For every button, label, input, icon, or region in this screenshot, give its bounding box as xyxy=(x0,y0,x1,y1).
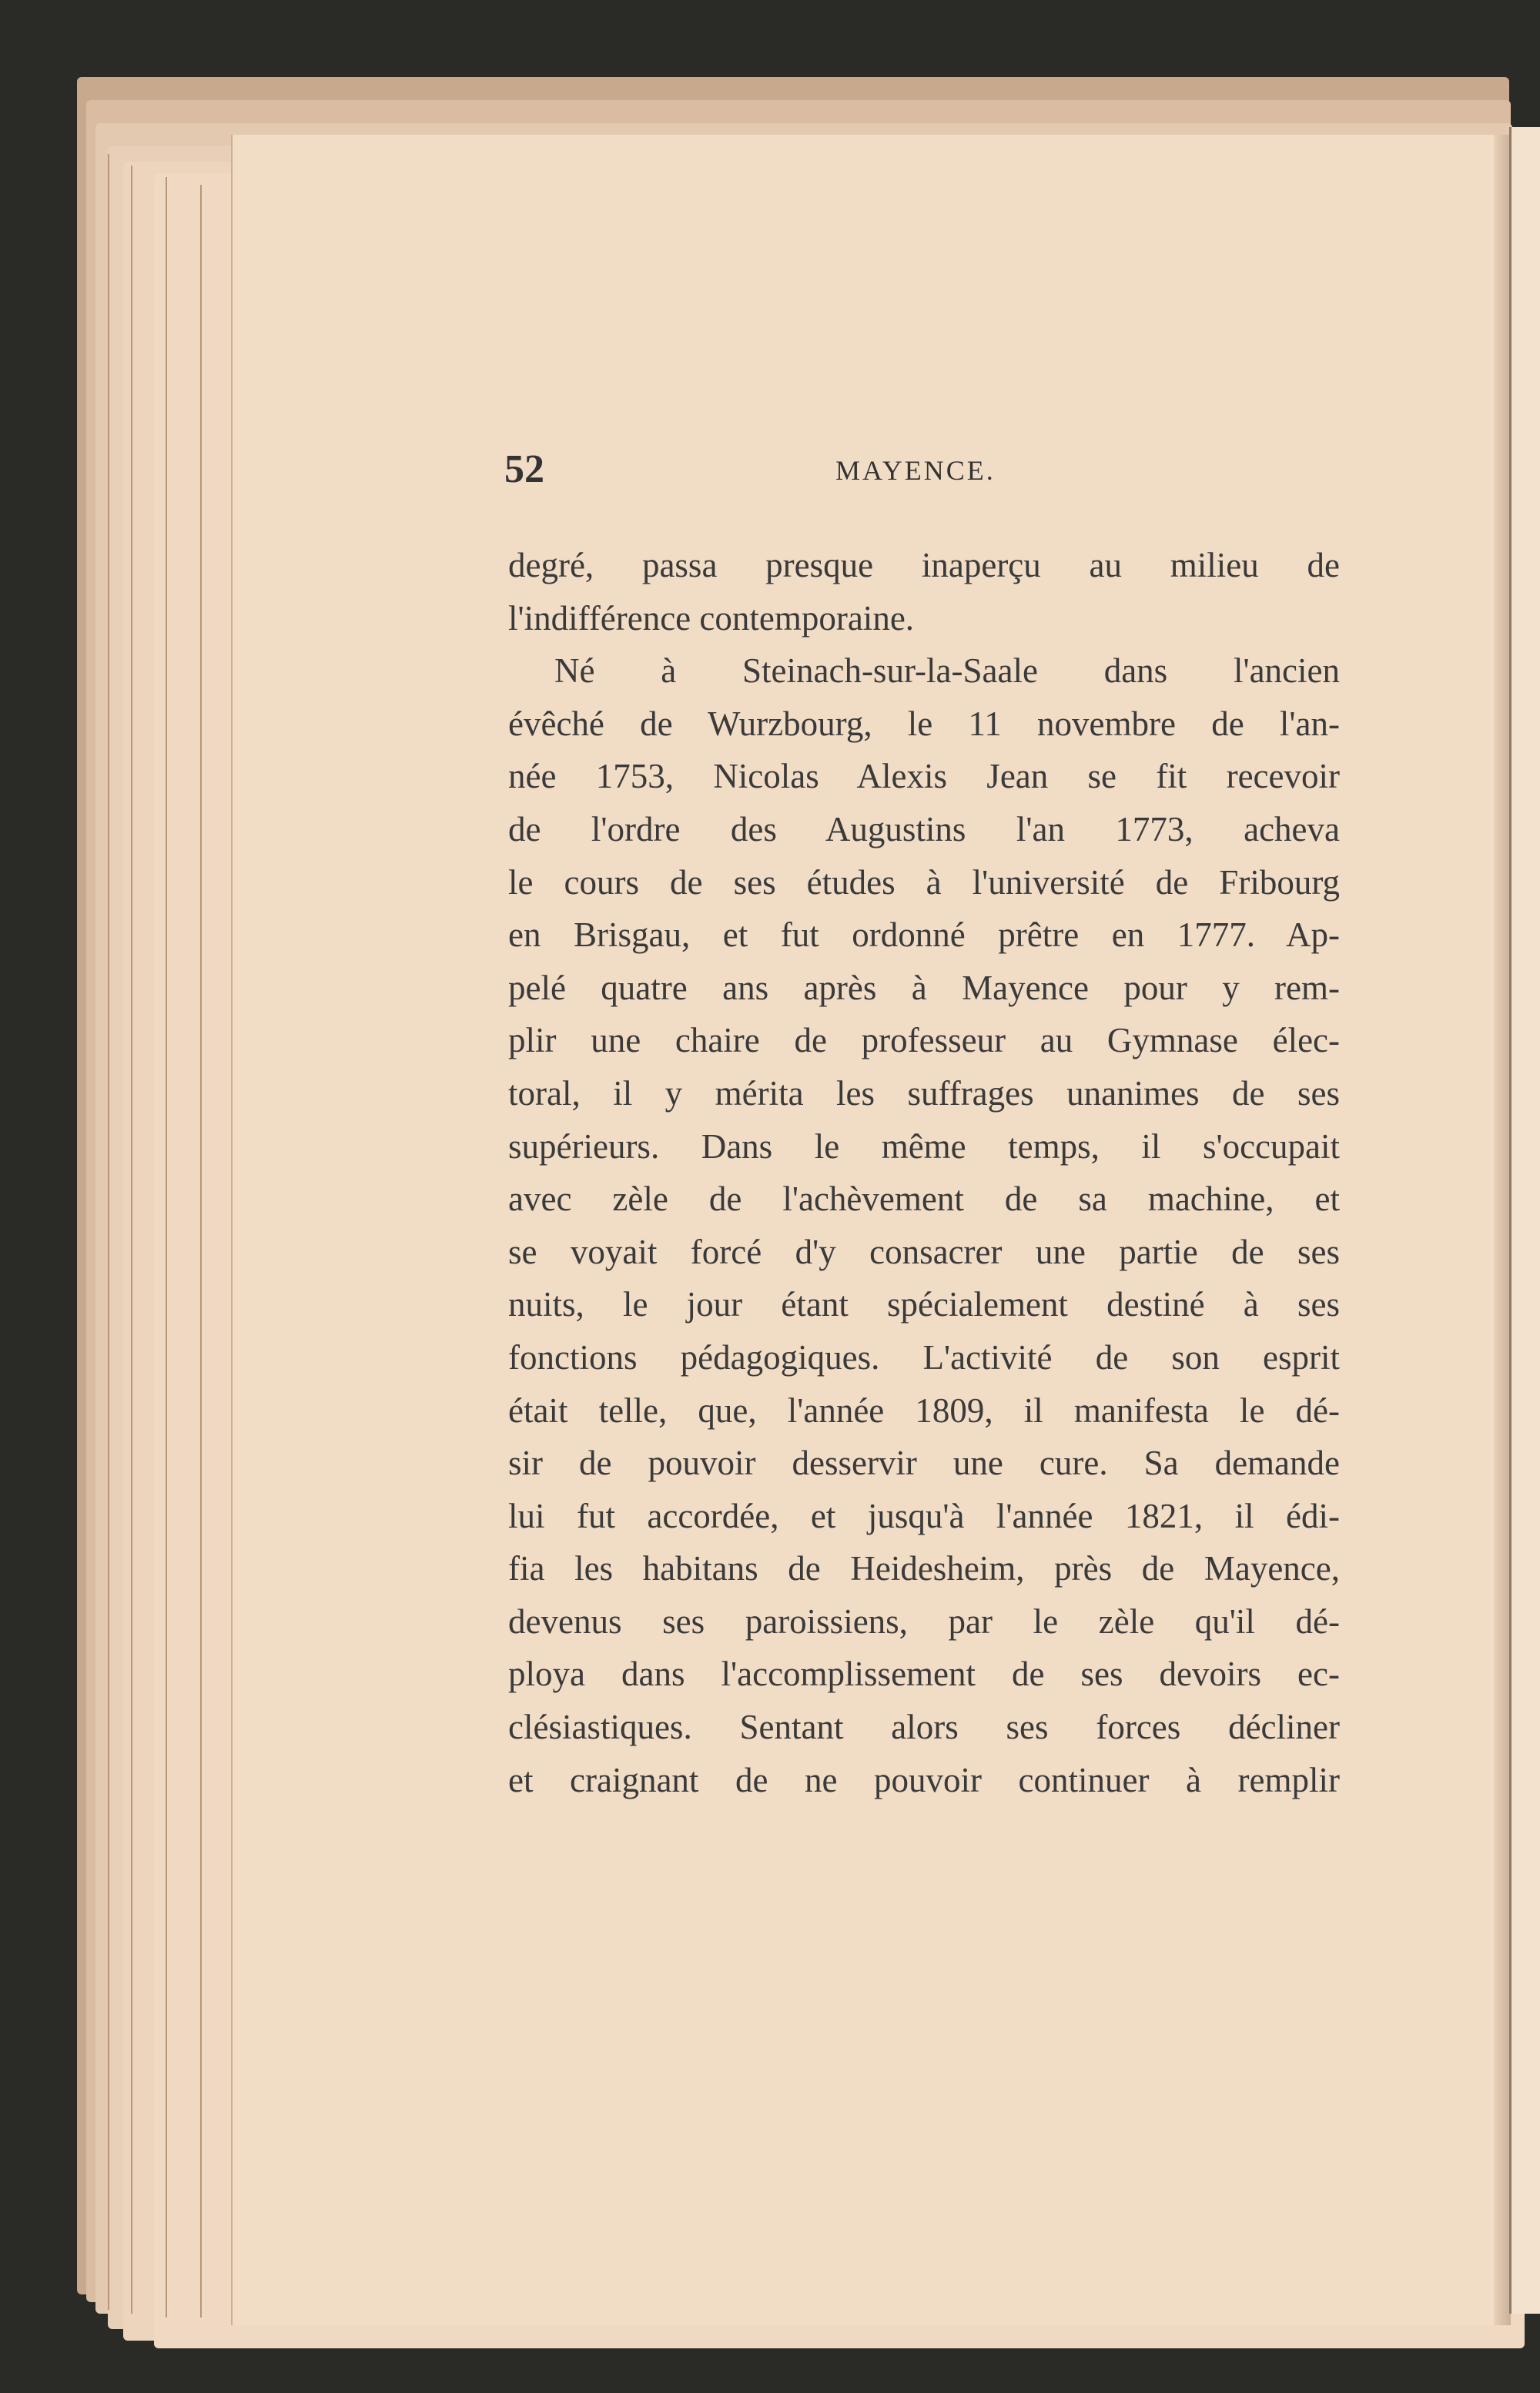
text-line: lui fut accordée, et jusqu'à l'année 1821, il édi- xyxy=(508,1496,1340,1535)
text-line: nuits, le jour étant spécialement destiné à ses xyxy=(508,1285,1340,1324)
text-line: le cours de ses études à l'université de Fribourg xyxy=(508,862,1340,902)
text-line: plir une chaire de professeur au Gymnase élec- xyxy=(508,1021,1340,1060)
text-line: et craignant de ne pouvoir continuer à remplir xyxy=(508,1760,1340,1799)
text-line: fonctions pédagogiques. L'activité de son esprit xyxy=(508,1337,1340,1377)
text-line: pelé quatre ans après à Mayence pour y rem- xyxy=(508,968,1340,1007)
page-edge-line xyxy=(166,177,167,2318)
text-line: Né à Steinach-sur-la-Saale dans l'ancien xyxy=(554,651,1340,691)
body-text xyxy=(508,539,1340,1806)
text-line: supérieurs. Dans le même temps, il s'occupait xyxy=(508,1126,1340,1166)
text-line: devenus ses paroissiens, par le zèle qu'il dé- xyxy=(508,1601,1340,1641)
text-line: en Brisgau, et fut ordonné prêtre en 1777. Ap- xyxy=(508,915,1340,955)
book-gutter xyxy=(1494,135,1511,2325)
page-edge-line xyxy=(108,154,109,2310)
text-line: clésiastiques. Sentant alors ses forces décliner xyxy=(508,1708,1340,1747)
text-line: toral, il y mérita les suffrages unanimes de ses xyxy=(508,1073,1340,1113)
running-title: MAYENCE. xyxy=(835,455,996,486)
text-line: avec zèle de l'achèvement de sa machine, et xyxy=(508,1180,1340,1219)
text-line: était telle, que, l'année 1809, il manifesta le dé- xyxy=(508,1391,1340,1430)
text-line: fia les habitans de Heidesheim, près de Mayence, xyxy=(508,1549,1340,1588)
page-edge-line xyxy=(131,166,132,2314)
text-line: née 1753, Nicolas Alexis Jean se fit recevoir xyxy=(508,757,1340,796)
page-edge-line xyxy=(200,185,202,2318)
text-line: sir de pouvoir desservir une cure. Sa demande xyxy=(508,1444,1340,1483)
text-line: degré, passa presque inaperçu au milieu de xyxy=(508,546,1340,584)
text-line: ploya dans l'accomplissement de ses devoirs ec- xyxy=(508,1655,1340,1694)
text-line: évêché de Wurzbourg, le 11 novembre de l'an- xyxy=(508,704,1340,743)
running-head xyxy=(504,447,1336,508)
text-line: de l'ordre des Augustins l'an 1773, acheva xyxy=(508,809,1340,848)
text-line: se voyait forcé d'y consacrer une partie de ses xyxy=(508,1232,1340,1271)
page-number: 52 xyxy=(504,447,544,491)
text-line: l'indifférence contemporaine. xyxy=(508,598,915,638)
adjacent-page xyxy=(1509,127,1540,2314)
